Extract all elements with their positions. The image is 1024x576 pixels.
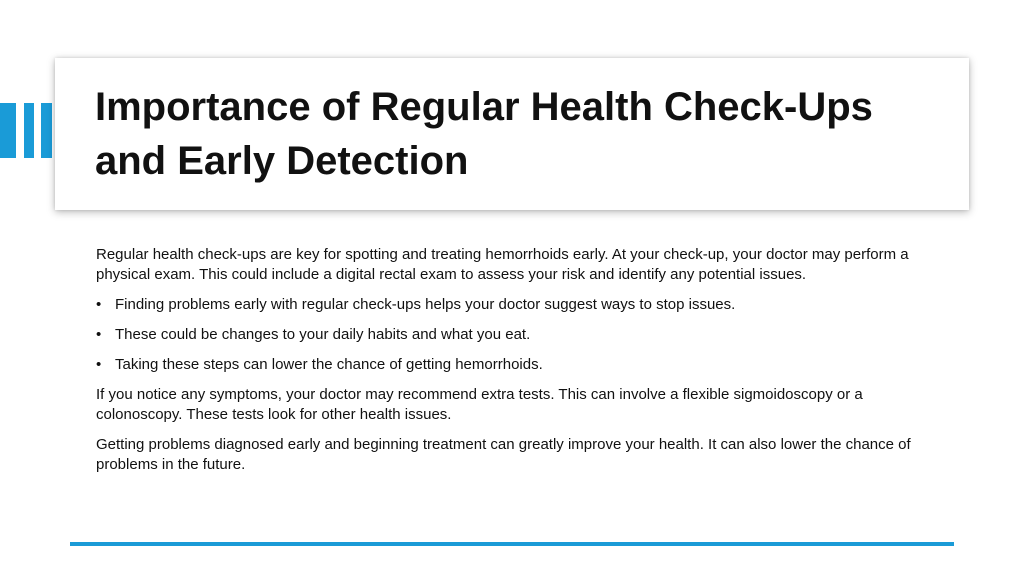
bullet-icon: •: [96, 326, 102, 343]
list-item-text: Finding problems early with regular check-ups helps your doctor suggest ways to stop issues.: [115, 296, 736, 313]
bullet-list: [96, 295, 926, 375]
conclusion-paragraph: Getting problems diagnosed early and beginning treatment can greatly improve your health. It can also lower the chance of problems in the future.: [96, 436, 911, 473]
bullet-icon: •: [96, 356, 102, 373]
list-item-text: These could be changes to your daily habits and what you eat.: [115, 326, 531, 343]
bullet-icon: •: [96, 296, 102, 313]
bottom-divider: [70, 542, 954, 546]
list-item-text: Taking these steps can lower the chance of getting hemorrhoids.: [115, 356, 543, 373]
list-item: [96, 325, 926, 345]
title-box: [55, 58, 969, 210]
intro-paragraph: Regular health check-ups are key for spotting and treating hemorrhoids early. At your check-up, your doctor may perform a physical exam. This could include a digital rectal exam to assess your risk and identify any potential issues.: [96, 246, 909, 283]
slide-body: [96, 245, 926, 485]
accent-bar: [41, 103, 52, 158]
accent-bar: [24, 103, 34, 158]
symptoms-paragraph: If you notice any symptoms, your doctor may recommend extra tests. This can involve a flexible sigmoidoscopy or a colonoscopy. These tests look for other health issues.: [96, 386, 863, 423]
list-item: [96, 295, 926, 315]
accent-bar: [0, 103, 16, 158]
accent-bars-decoration: [0, 103, 52, 158]
list-item: [96, 355, 926, 375]
slide-title: Importance of Regular Health Check-Ups and Early Detection: [95, 85, 873, 183]
